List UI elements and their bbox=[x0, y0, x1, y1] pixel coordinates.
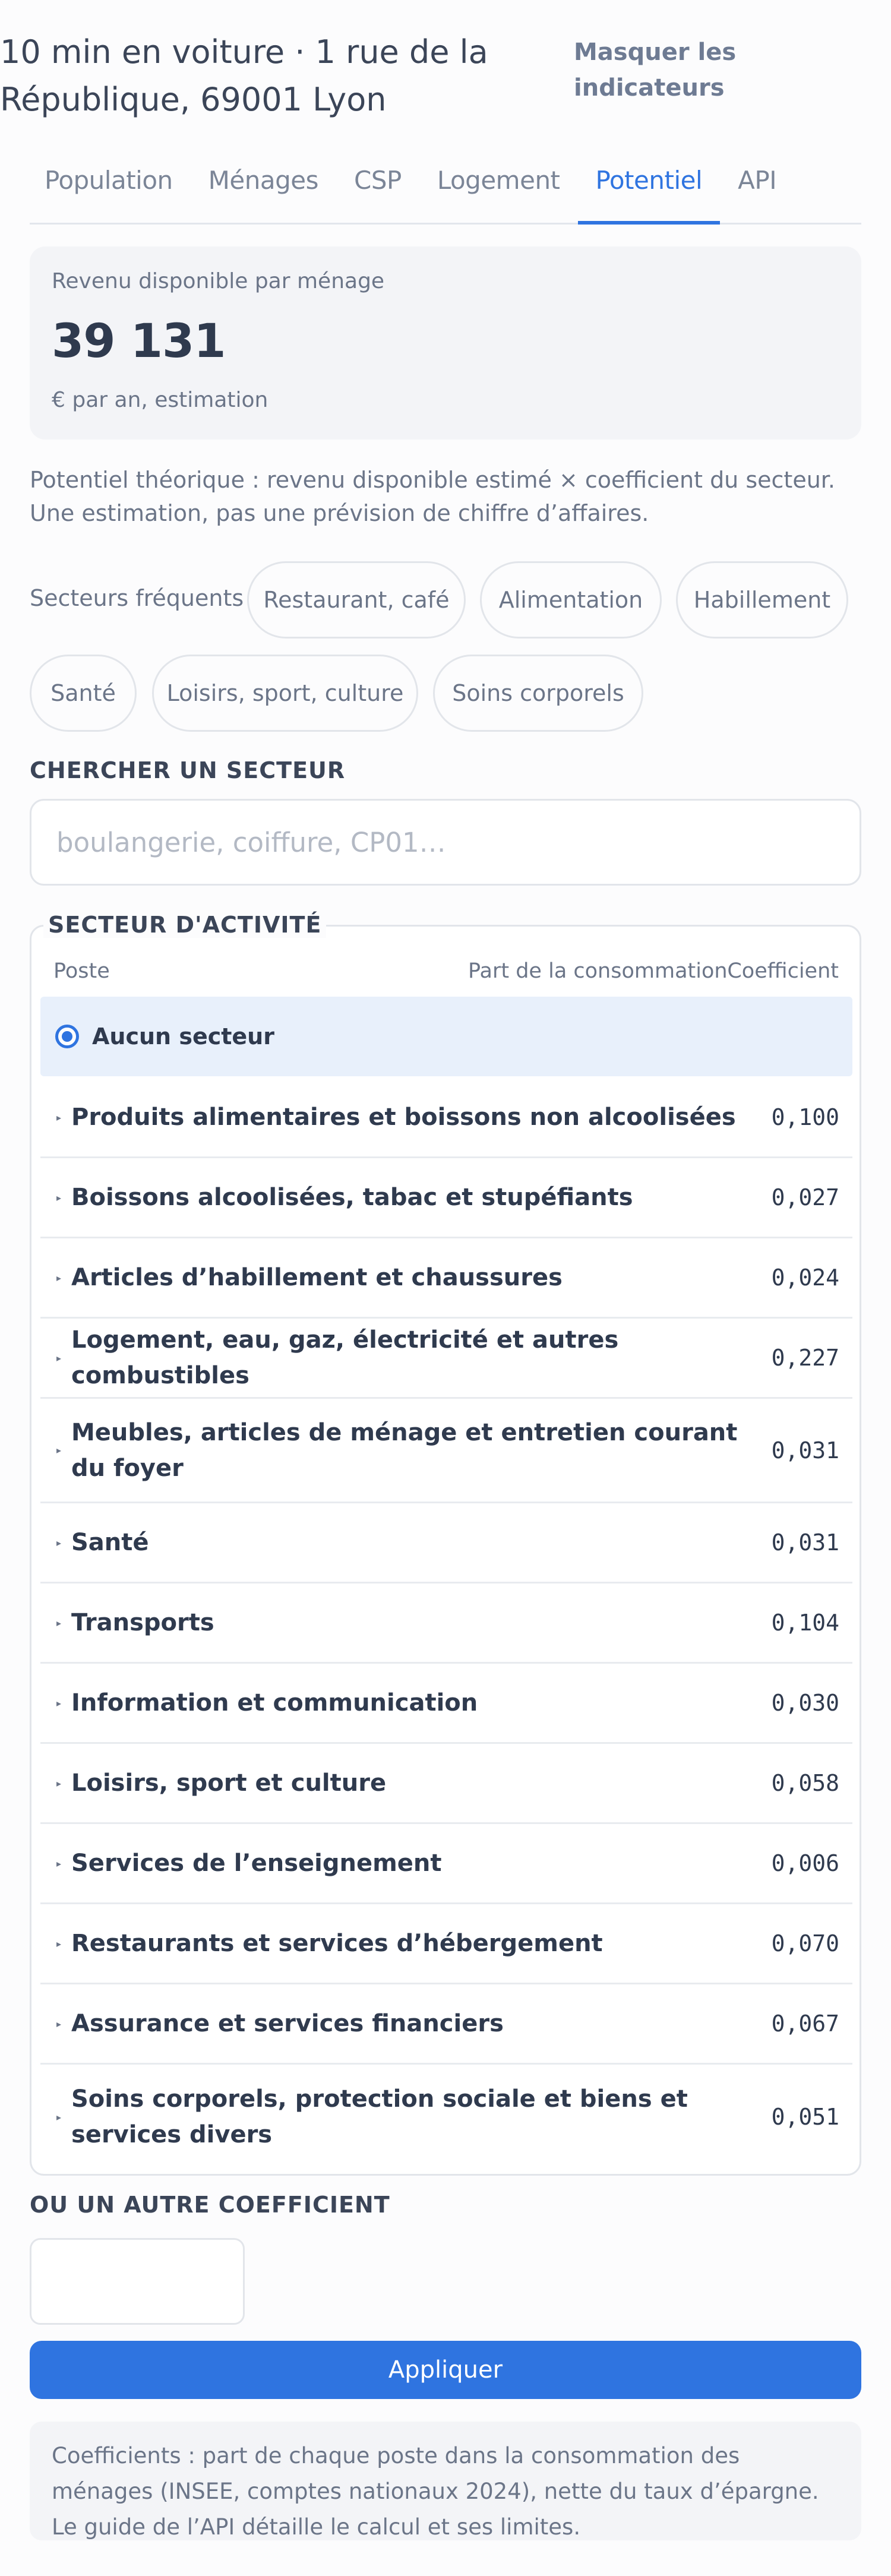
tab-csp[interactable]: CSP bbox=[354, 166, 402, 195]
tab-menages[interactable]: Ménages bbox=[208, 166, 318, 195]
table-row[interactable] bbox=[40, 1664, 852, 1744]
caret-right-icon: ▸ bbox=[56, 1352, 62, 1364]
revenue-label: Revenu disponible par ménage bbox=[52, 269, 385, 293]
column-part: Part de la consommation bbox=[468, 959, 728, 983]
table-row[interactable] bbox=[40, 1824, 852, 1904]
search-heading: CHERCHER UN SECTEUR bbox=[30, 757, 346, 783]
row-coefficient: 0,100 bbox=[771, 1104, 839, 1130]
row-label: Assurance et services financiers bbox=[71, 2010, 504, 2037]
coefficient-input[interactable] bbox=[30, 2238, 245, 2325]
row-label: Meubles, articles de ménage et entretien courant du foyer bbox=[71, 1418, 738, 1482]
caret-right-icon: ▸ bbox=[56, 1537, 62, 1548]
column-poste: Poste bbox=[53, 959, 110, 983]
other-coefficient-heading: OU UN AUTRE COEFFICIENT bbox=[30, 2192, 390, 2218]
caret-right-icon: ▸ bbox=[56, 1697, 62, 1709]
table-row[interactable] bbox=[40, 1984, 852, 2065]
table-header bbox=[31, 959, 860, 989]
row-coefficient: 0,027 bbox=[771, 1184, 839, 1210]
table-row[interactable] bbox=[40, 1399, 852, 1503]
caret-right-icon: ▸ bbox=[56, 1937, 62, 1949]
row-coefficient: 0,030 bbox=[771, 1690, 839, 1716]
revenue-unit: € par an, estimation bbox=[52, 388, 268, 412]
tab-bar bbox=[30, 146, 861, 225]
no-sector-label: Aucun secteur bbox=[92, 1023, 274, 1050]
caret-right-icon: ▸ bbox=[56, 1857, 62, 1869]
row-label: Information et communication bbox=[71, 1689, 478, 1717]
apply-button[interactable]: Appliquer bbox=[30, 2341, 861, 2399]
chip-sante[interactable]: Santé bbox=[30, 655, 137, 732]
sector-fieldset bbox=[30, 912, 861, 2176]
chip-restaurant-cafe[interactable]: Restaurant, café bbox=[247, 561, 466, 639]
sector-search-input[interactable] bbox=[30, 799, 861, 886]
chip-soins-corporels[interactable]: Soins corporels bbox=[433, 655, 643, 732]
row-label: Santé bbox=[71, 1529, 149, 1556]
chip-alimentation[interactable]: Alimentation bbox=[480, 561, 662, 639]
row-coefficient: 0,051 bbox=[771, 2104, 839, 2130]
caret-right-icon: ▸ bbox=[56, 2018, 62, 2030]
caret-right-icon: ▸ bbox=[56, 1777, 62, 1789]
row-label: Produits alimentaires et boissons non alcoolisées bbox=[71, 1104, 736, 1131]
row-coefficient: 0,006 bbox=[771, 1850, 839, 1876]
chip-loisirs-sport-culture[interactable]: Loisirs, sport, culture bbox=[152, 655, 418, 732]
row-coefficient: 0,104 bbox=[771, 1610, 839, 1636]
revenue-value: 39 131 bbox=[52, 315, 226, 368]
chip-habillement[interactable]: Habillement bbox=[676, 561, 848, 639]
potential-explanation: Potentiel théorique : revenu disponible estimé × coefficient du secteur. Une estimation, pas une prévision de chiffre d’affaires. bbox=[30, 467, 835, 526]
tab-population[interactable]: Population bbox=[45, 166, 173, 195]
row-coefficient: 0,070 bbox=[771, 1930, 839, 1957]
hide-indicators-link[interactable]: Masquer les indicateurs bbox=[574, 39, 737, 102]
row-coefficient: 0,024 bbox=[771, 1265, 839, 1291]
row-label: Soins corporels, protection sociale et biens et services divers bbox=[71, 2085, 688, 2148]
table-row[interactable] bbox=[40, 1238, 852, 1319]
no-sector-option[interactable] bbox=[40, 997, 852, 1076]
tab-potentiel[interactable]: Potentiel bbox=[578, 146, 721, 223]
radio-selected-icon[interactable] bbox=[55, 1025, 79, 1048]
coefficients-note: Coefficients : part de chaque poste dans la consommation des ménages (INSEE, comptes nationaux 2024), nette du taux d’épargne. Le guide de l’API détaille le calcul et ses limites. bbox=[30, 2422, 861, 2540]
row-label: Loisirs, sport et culture bbox=[71, 1769, 387, 1797]
caret-right-icon: ▸ bbox=[56, 1191, 62, 1203]
sector-legend: SECTEUR D'ACTIVITÉ bbox=[43, 912, 326, 938]
column-coefficient: Coefficient bbox=[727, 959, 839, 983]
page-title: 10 min en voiture · 1 rue de la République, 69001 Lyon bbox=[0, 33, 488, 118]
table-row[interactable] bbox=[40, 1583, 852, 1664]
caret-right-icon: ▸ bbox=[56, 1445, 62, 1456]
caret-right-icon: ▸ bbox=[56, 1617, 62, 1629]
table-row[interactable] bbox=[40, 1503, 852, 1583]
row-coefficient: 0,058 bbox=[771, 1770, 839, 1796]
tab-api[interactable]: API bbox=[738, 166, 777, 195]
frequent-sectors-label: Secteurs fréquents bbox=[30, 585, 244, 611]
table-row[interactable] bbox=[40, 2065, 852, 2169]
table-row[interactable] bbox=[40, 1158, 852, 1238]
tab-logement[interactable]: Logement bbox=[437, 166, 560, 195]
row-label: Boissons alcoolisées, tabac et stupéfiants bbox=[71, 1184, 633, 1211]
table-row[interactable] bbox=[40, 1078, 852, 1158]
row-coefficient: 0,031 bbox=[771, 1437, 839, 1464]
row-coefficient: 0,067 bbox=[771, 2011, 839, 2037]
row-label: Transports bbox=[71, 1609, 214, 1636]
caret-right-icon: ▸ bbox=[56, 1111, 62, 1123]
row-label: Logement, eau, gaz, électricité et autres combustibles bbox=[71, 1326, 619, 1389]
revenue-card bbox=[30, 246, 861, 440]
caret-right-icon: ▸ bbox=[56, 2111, 62, 2123]
row-coefficient: 0,227 bbox=[771, 1345, 839, 1371]
row-label: Articles d’habillement et chaussures bbox=[71, 1264, 563, 1291]
table-row[interactable] bbox=[40, 1319, 852, 1399]
row-coefficient: 0,031 bbox=[771, 1529, 839, 1556]
table-row[interactable] bbox=[40, 1744, 852, 1824]
caret-right-icon: ▸ bbox=[56, 1272, 62, 1284]
row-label: Services de l’enseignement bbox=[71, 1850, 442, 1877]
row-label: Restaurants et services d’hébergement bbox=[71, 1930, 603, 1957]
table-row[interactable] bbox=[40, 1904, 852, 1984]
